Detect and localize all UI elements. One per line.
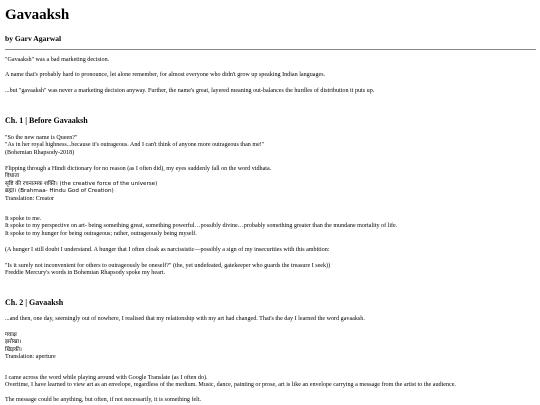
hindi-word: गवाक्ष xyxy=(5,332,17,338)
intro-paragraph-3: ...but "gavaaksh" was never a marketing decision anyway. Further, the name's great, layered meaning out-balances the hurdles of distribution it puts up. xyxy=(5,88,375,94)
intro-paragraph-1: "Gavaaksh" was a bad marketing decision. xyxy=(5,57,110,63)
gavaaksh-opening: ...and then, one day, seemingly out of nowhere, I realised that my relationship with my art had changed. That's the day I learned the word gavaaksh. xyxy=(5,316,365,322)
chapter-2-heading: Ch. 2 | Gavaaksh xyxy=(5,298,64,307)
closing-paragraph: The message could be anything, but often, if not necessarily, it is something felt. xyxy=(5,397,202,403)
definition-intro: Flipping through a Hindi dictionary for no reason (as I often did), my eyes suddenly fall on the word vidhata. xyxy=(5,166,272,172)
spoke-line: It spoke to me. xyxy=(5,216,42,222)
vidhata-definition xyxy=(5,166,271,203)
translation-line: Translation: aperture xyxy=(5,354,56,361)
envelope-line: Overtime, I have learned to view art as an envelope, regardless of the medium. Music, dance, painting or prose, art is like an envelope carrying a message from the artist to the audience. xyxy=(5,382,456,389)
inconvenient-line: Freddie Mercury's words in Bohemian Rhapsody spoke my heart. xyxy=(5,270,166,277)
intro-paragraph-2: A name that's probably hard to pronounce, let alone remember, for almost everyone who didn't grow up speaking Indian languages. xyxy=(5,72,326,78)
queen-quote xyxy=(5,135,264,157)
author-byline: by Garv Agarwal xyxy=(5,34,62,43)
quote-source: (Bohemian Rhapsody-2018) xyxy=(5,149,75,156)
translation-line: Translation: Creator xyxy=(5,195,55,202)
envelope-line: I came across the word while playing around with Google Translate (as I often do). xyxy=(5,375,208,381)
page-title: Gavaaksh xyxy=(5,7,70,23)
hunger-paragraph: (A hunger I still doubt I understand. A hunger that I often cloak as narcissistic—possibly a sign of my insecurities with this ambition: xyxy=(5,247,330,253)
definition-line: सृष्टि की रचनात्मक शक्ति। (the creative force of the universe) xyxy=(5,180,158,187)
gavaaksh-definition xyxy=(5,332,56,362)
spoke-paragraph xyxy=(5,216,397,238)
spoke-line: It spoke to my perspective on art- being something great, something powerful…possibly divine…probably something greater than the mundane mortality of life. xyxy=(5,223,398,230)
chapter-1-heading: Ch. 1 | Before Gavaaksh xyxy=(5,116,88,125)
definition-line: खिड़की। xyxy=(5,346,22,353)
quote-line: "So the new name is Queen?" xyxy=(5,135,78,141)
inconvenient-line: "Is it surely not inconvenient for others to outrageously be oneself?" (the, yet undefeated, gatekeeper who guards the treasure I seek)) xyxy=(5,263,331,269)
envelope-paragraph xyxy=(5,375,456,390)
spoke-line: It spoke to my hunger for being outrageous; rather, outrageously being myself. xyxy=(5,230,197,237)
hindi-word: विधाता xyxy=(5,173,20,180)
title-divider xyxy=(5,49,536,50)
definition-line: झरोखा। xyxy=(5,339,22,346)
inconvenient-paragraph xyxy=(5,263,330,278)
quote-line: "As in her royal highness...because it's outrageous. And I can't think of anyone more outrageous than me!" xyxy=(5,142,265,149)
definition-line: ब्रह्मा। (Brahmaa- Hindu God of Creation) xyxy=(5,188,114,195)
